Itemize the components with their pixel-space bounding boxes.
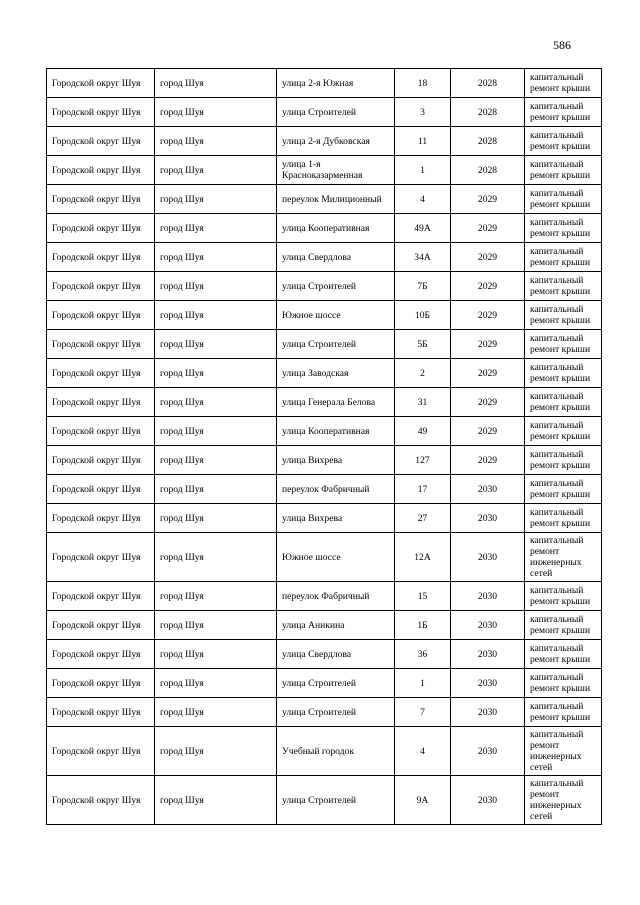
table-row <box>47 98 602 127</box>
cell-year: 2030 <box>451 475 525 504</box>
cell-city: город Шуя <box>155 698 277 727</box>
table-row <box>47 330 602 359</box>
cell-work-type: капитальный ремонт крыши <box>525 475 602 504</box>
table-row <box>47 475 602 504</box>
cell-work-type: капитальный ремонт крыши <box>525 582 602 611</box>
cell-city: город Шуя <box>155 446 277 475</box>
cell-year: 2030 <box>451 640 525 669</box>
cell-district: Городской округ Шуя <box>47 301 155 330</box>
cell-city: город Шуя <box>155 98 277 127</box>
table-row <box>47 640 602 669</box>
cell-work-type: капитальный ремонт крыши <box>525 611 602 640</box>
cell-city: город Шуя <box>155 330 277 359</box>
cell-city: город Шуя <box>155 727 277 776</box>
cell-district: Городской округ Шуя <box>47 359 155 388</box>
cell-street: улица Вихрева <box>277 446 395 475</box>
table-row <box>47 417 602 446</box>
table-row <box>47 727 602 776</box>
cell-district: Городской округ Шуя <box>47 475 155 504</box>
cell-house-number: 15 <box>395 582 451 611</box>
cell-house-number: 31 <box>395 388 451 417</box>
cell-house-number: 7 <box>395 698 451 727</box>
table-body <box>47 69 602 825</box>
cell-year: 2030 <box>451 533 525 582</box>
table-row <box>47 446 602 475</box>
cell-city: город Шуя <box>155 69 277 98</box>
cell-house-number: 17 <box>395 475 451 504</box>
cell-city: город Шуя <box>155 388 277 417</box>
cell-work-type: капитальный ремонт крыши <box>525 417 602 446</box>
cell-district: Городской округ Шуя <box>47 640 155 669</box>
cell-district: Городской округ Шуя <box>47 185 155 214</box>
cell-district: Городской округ Шуя <box>47 611 155 640</box>
cell-year: 2028 <box>451 69 525 98</box>
cell-house-number: 36 <box>395 640 451 669</box>
cell-year: 2030 <box>451 776 525 825</box>
cell-work-type: капитальный ремонт инженерных сетей <box>525 727 602 776</box>
cell-house-number: 11 <box>395 127 451 156</box>
cell-work-type: капитальный ремонт крыши <box>525 272 602 301</box>
cell-city: город Шуя <box>155 504 277 533</box>
cell-district: Городской округ Шуя <box>47 69 155 98</box>
cell-city: город Шуя <box>155 776 277 825</box>
cell-house-number: 4 <box>395 185 451 214</box>
cell-street: переулок Фабричный <box>277 475 395 504</box>
table-row <box>47 582 602 611</box>
cell-house-number: 9А <box>395 776 451 825</box>
cell-house-number: 3 <box>395 98 451 127</box>
table-row <box>47 243 602 272</box>
table-row <box>47 533 602 582</box>
cell-year: 2029 <box>451 214 525 243</box>
cell-street: улица 1-я Красноказарменная <box>277 156 395 185</box>
cell-work-type: капитальный ремонт крыши <box>525 243 602 272</box>
cell-year: 2030 <box>451 669 525 698</box>
cell-year: 2030 <box>451 582 525 611</box>
cell-house-number: 5Б <box>395 330 451 359</box>
cell-work-type: капитальный ремонт крыши <box>525 504 602 533</box>
cell-work-type: капитальный ремонт крыши <box>525 330 602 359</box>
cell-street: переулок Фабричный <box>277 582 395 611</box>
cell-year: 2029 <box>451 243 525 272</box>
cell-house-number: 1 <box>395 156 451 185</box>
table-row <box>47 776 602 825</box>
cell-street: улица 2-я Южная <box>277 69 395 98</box>
table-row <box>47 272 602 301</box>
cell-city: город Шуя <box>155 156 277 185</box>
cell-year: 2029 <box>451 446 525 475</box>
cell-street: улица Строителей <box>277 776 395 825</box>
cell-street: улица Кооперативная <box>277 417 395 446</box>
cell-house-number: 18 <box>395 69 451 98</box>
cell-house-number: 1 <box>395 669 451 698</box>
cell-street: улица Свердлова <box>277 640 395 669</box>
cell-street: улица Строителей <box>277 330 395 359</box>
cell-street: улица Строителей <box>277 98 395 127</box>
cell-city: город Шуя <box>155 669 277 698</box>
cell-year: 2030 <box>451 698 525 727</box>
cell-house-number: 12А <box>395 533 451 582</box>
cell-street: Южное шоссе <box>277 533 395 582</box>
cell-district: Городской округ Шуя <box>47 446 155 475</box>
cell-city: город Шуя <box>155 127 277 156</box>
cell-district: Городской округ Шуя <box>47 698 155 727</box>
cell-district: Городской округ Шуя <box>47 504 155 533</box>
table-row <box>47 301 602 330</box>
cell-work-type: капитальный ремонт крыши <box>525 359 602 388</box>
table-row <box>47 214 602 243</box>
cell-city: город Шуя <box>155 359 277 388</box>
cell-street: улица Кооперативная <box>277 214 395 243</box>
page-number: 586 <box>553 38 571 52</box>
cell-work-type: капитальный ремонт инженерных сетей <box>525 776 602 825</box>
cell-house-number: 10Б <box>395 301 451 330</box>
table-row <box>47 698 602 727</box>
cell-city: город Шуя <box>155 582 277 611</box>
cell-district: Городской округ Шуя <box>47 330 155 359</box>
cell-street: улица Вихрева <box>277 504 395 533</box>
cell-work-type: капитальный ремонт крыши <box>525 69 602 98</box>
cell-work-type: капитальный ремонт крыши <box>525 127 602 156</box>
cell-work-type: капитальный ремонт крыши <box>525 214 602 243</box>
cell-year: 2030 <box>451 611 525 640</box>
cell-work-type: капитальный ремонт крыши <box>525 640 602 669</box>
cell-year: 2029 <box>451 185 525 214</box>
cell-city: город Шуя <box>155 185 277 214</box>
cell-work-type: капитальный ремонт инженерных сетей <box>525 533 602 582</box>
cell-district: Городской округ Шуя <box>47 98 155 127</box>
cell-district: Городской округ Шуя <box>47 727 155 776</box>
cell-city: город Шуя <box>155 301 277 330</box>
cell-city: город Шуя <box>155 640 277 669</box>
cell-street: Учебный городок <box>277 727 395 776</box>
cell-work-type: капитальный ремонт крыши <box>525 301 602 330</box>
cell-year: 2029 <box>451 330 525 359</box>
cell-city: город Шуя <box>155 611 277 640</box>
cell-house-number: 4 <box>395 727 451 776</box>
cell-year: 2028 <box>451 127 525 156</box>
cell-year: 2028 <box>451 156 525 185</box>
table-row <box>47 69 602 98</box>
cell-street: улица Строителей <box>277 698 395 727</box>
cell-district: Городской округ Шуя <box>47 669 155 698</box>
cell-street: улица Заводская <box>277 359 395 388</box>
cell-street: переулок Милиционный <box>277 185 395 214</box>
cell-year: 2029 <box>451 417 525 446</box>
cell-house-number: 127 <box>395 446 451 475</box>
cell-street: улица 2-я Дубковская <box>277 127 395 156</box>
cell-house-number: 27 <box>395 504 451 533</box>
cell-district: Городской округ Шуя <box>47 582 155 611</box>
cell-work-type: капитальный ремонт крыши <box>525 98 602 127</box>
cell-year: 2028 <box>451 98 525 127</box>
cell-street: улица Аникина <box>277 611 395 640</box>
cell-city: город Шуя <box>155 272 277 301</box>
cell-district: Городской округ Шуя <box>47 388 155 417</box>
cell-district: Городской округ Шуя <box>47 127 155 156</box>
cell-year: 2030 <box>451 727 525 776</box>
cell-work-type: капитальный ремонт крыши <box>525 156 602 185</box>
cell-district: Городской округ Шуя <box>47 533 155 582</box>
cell-house-number: 34А <box>395 243 451 272</box>
cell-district: Городской округ Шуя <box>47 156 155 185</box>
cell-house-number: 2 <box>395 359 451 388</box>
cell-city: город Шуя <box>155 214 277 243</box>
table-row <box>47 504 602 533</box>
cell-year: 2029 <box>451 301 525 330</box>
cell-year: 2029 <box>451 272 525 301</box>
cell-district: Городской округ Шуя <box>47 417 155 446</box>
cell-work-type: капитальный ремонт крыши <box>525 388 602 417</box>
cell-street: улица Генерала Белова <box>277 388 395 417</box>
cell-street: улица Свердлова <box>277 243 395 272</box>
cell-city: город Шуя <box>155 243 277 272</box>
table-row <box>47 611 602 640</box>
cell-work-type: капитальный ремонт крыши <box>525 698 602 727</box>
cell-work-type: капитальный ремонт крыши <box>525 185 602 214</box>
table-row <box>47 669 602 698</box>
cell-street: Южное шоссе <box>277 301 395 330</box>
cell-work-type: капитальный ремонт крыши <box>525 446 602 475</box>
cell-district: Городской округ Шуя <box>47 272 155 301</box>
table-row <box>47 127 602 156</box>
table-row <box>47 156 602 185</box>
cell-district: Городской округ Шуя <box>47 214 155 243</box>
cell-street: улица Строителей <box>277 272 395 301</box>
cell-city: город Шуя <box>155 417 277 446</box>
cell-year: 2029 <box>451 359 525 388</box>
cell-district: Городской округ Шуя <box>47 243 155 272</box>
cell-year: 2029 <box>451 388 525 417</box>
cell-year: 2030 <box>451 504 525 533</box>
cell-work-type: капитальный ремонт крыши <box>525 669 602 698</box>
cell-house-number: 1Б <box>395 611 451 640</box>
cell-house-number: 7Б <box>395 272 451 301</box>
table-row <box>47 359 602 388</box>
table-row <box>47 388 602 417</box>
table-row <box>47 185 602 214</box>
cell-city: город Шуя <box>155 475 277 504</box>
cell-house-number: 49 <box>395 417 451 446</box>
repair-schedule-table <box>46 68 602 825</box>
cell-city: город Шуя <box>155 533 277 582</box>
cell-house-number: 49А <box>395 214 451 243</box>
cell-district: Городской округ Шуя <box>47 776 155 825</box>
cell-street: улица Строителей <box>277 669 395 698</box>
